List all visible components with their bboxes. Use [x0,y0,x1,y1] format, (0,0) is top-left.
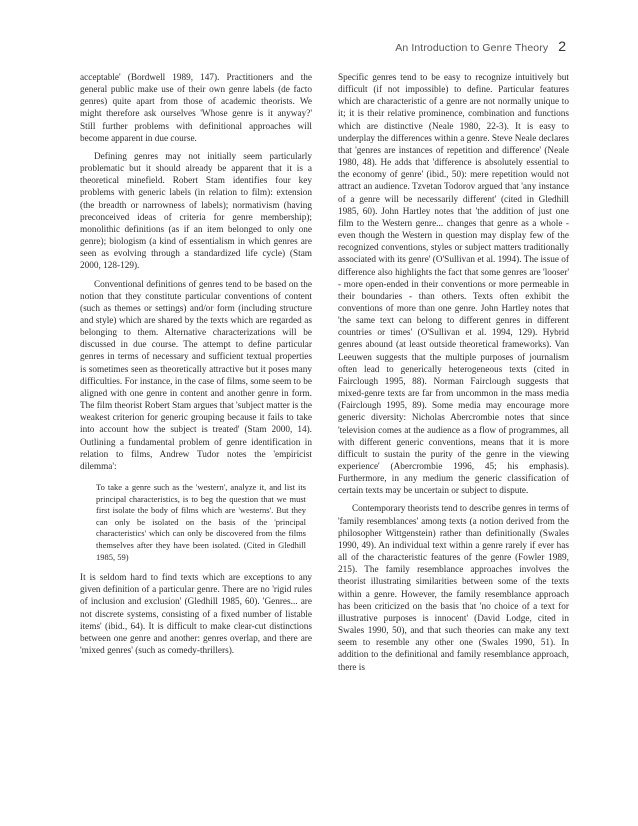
left-paragraph-1: acceptable' (Bordwell 1989, 147). Practitioners and the general public make use of their own genre labels (de facto genres) quite apart from those of academic theorists. We might therefore ask ourselves 'Whose genre is it anyway?' Still further problems with definitional approaches will become apparent in due course. [80,73,312,144]
page-number: 2 [558,38,566,54]
running-title: An Introduction to Genre Theory [395,42,549,54]
running-header [72,38,566,54]
block-quote: To take a genre such as the 'western', analyze it, and list its principal characteristics, is to beg the question that we must first isolate the body of films which are 'westerns'. But they can only be isolated on the basis of the 'principal characteristics' which can only be discovered from the films themselves after they have been isolated. (Cited in Gledhill 1985, 59) [96,482,306,562]
right-paragraph-1: Specific genres tend to be easy to recognize intuitively but difficult (if not impossible) to define. Particular features which are characteristic of a genre are not normally unique to it; it is their relative prominence, combination and functions which are distinctive (Neale 1980, 22-3). It is easy to underplay the differences within a genre. Steve Neale declares that 'genres are instances of repetition and difference' (Neale 1980, 48). He adds that 'difference is absolutely essential to the economy of genre' (ibid., 50): mere repetition would not attract an audience. Tzvetan Todorov argued that 'any instance of a genre will be necessarily different' (cited in Gledhill 1985, 60). John Hartley notes that 'the addition of just one film to the Western genre... changes that genre as a whole - even though the Western in question may display few of the recognized conventions, styles or subject matters traditionally associated with its genre' (O'Sullivan et al. 1994). The issue of difference also highlights the fact that some genres are 'looser' - more open-ended in their conventions or more permeable in their boundaries - than others. Texts often exhibit the conventions of more than one genre. John Hartley notes that 'the same text can belong to different genres in different countries or times' (O'Sullivan et al. 1994, 129). Hybrid genres abound (at least outside theoretical frameworks). Van Leeuwen suggests that the multiple purposes of journalism often lead to generically heterogeneous texts (cited in Fairclough 1995, 88). Norman Fairclough suggests that mixed-genre texts are far from uncommon in the mass media (Fairclough 1995, 89). Some media may encourage more generic diversity: Nicholas Abercrombie notes that since 'television comes at the audience as a flow of programmes, all with different generic conventions, means that it is more difficult to sustain the purity of the genre in the viewing experience' (Abercrombie 1996, 45; his emphasis). Furthermore, in any medium the generic classification of certain texts may be uncertain or subject to dispute. [338,73,569,497]
right-column [338,72,569,674]
left-paragraph-4: It is seldom hard to find texts which are exceptions to any given definition of a particular genre. There are no 'rigid rules of inclusion and exclusion' (Gledhill 1985, 60). 'Genres... are not discrete systems, consisting of a fixed number of listable items' (ibid., 64). It is difficult to make clear-cut distinctions between one genre and another: genres overlap, and there are 'mixed genres' (such as comedy-thrillers). [80,573,312,657]
left-paragraph-3: Conventional definitions of genres tend to be based on the notion that they constitute particular conventions of content (such as themes or settings) and/or form (including structure and style) which are shared by the texts which are regarded as belonging to them. Alternative characterizations will be discussed in due course. The attempt to define particular genres in terms of necessary and sufficient textual properties is sometimes seen as theoretically attractive but it poses many difficulties. For instance, in the case of films, some seem to be aligned with one genre in content and another genre in form. The film theorist Robert Stam argues that 'subject matter is the weakest criterion for generic grouping because it fails to take into account how the subject is treated' (Stam 2000, 14). Outlining a fundamental problem of genre identification in relation to films, Andrew Tudor notes the 'empiricist dilemma': [80,279,312,472]
left-column [80,72,312,657]
right-paragraph-2: Contemporary theorists tend to describe genres in terms of 'family resemblances' among texts (a notion derived from the philosopher Wittgenstein) rather than definitionally (Swales 1990, 49). An individual text within a genre rarely if ever has all of the characteristic features of the genre (Fowler 1989, 215). The family resemblance approaches involves the theorist illustrating similarities between some of the texts within a genre. However, the family resemblance approach has been criticized on the basis that 'no choice of a text for illustrative purposes is innocent' (David Lodge, cited in Swales 1990, 50), and that such theories can make any text seem to resemble any other one (Swales 1990, 51). In addition to the definitional and family resemblance approach, there is [338,504,569,673]
left-paragraph-2: Defining genres may not initially seem particularly problematic but it should already be apparent that it is a theoretical minefield. Robert Stam identifies four key problems with generic labels (in relation to film): extension (the breadth or narrowness of labels); normativism (having preconceived ideas of criteria for genre membership); monolithic definitions (as if an item belonged to only one genre); biologism (a kind of essentialism in which genres are seen as evolving through a standardized life cycle) (Stam 2000, 128-129). [80,151,312,272]
